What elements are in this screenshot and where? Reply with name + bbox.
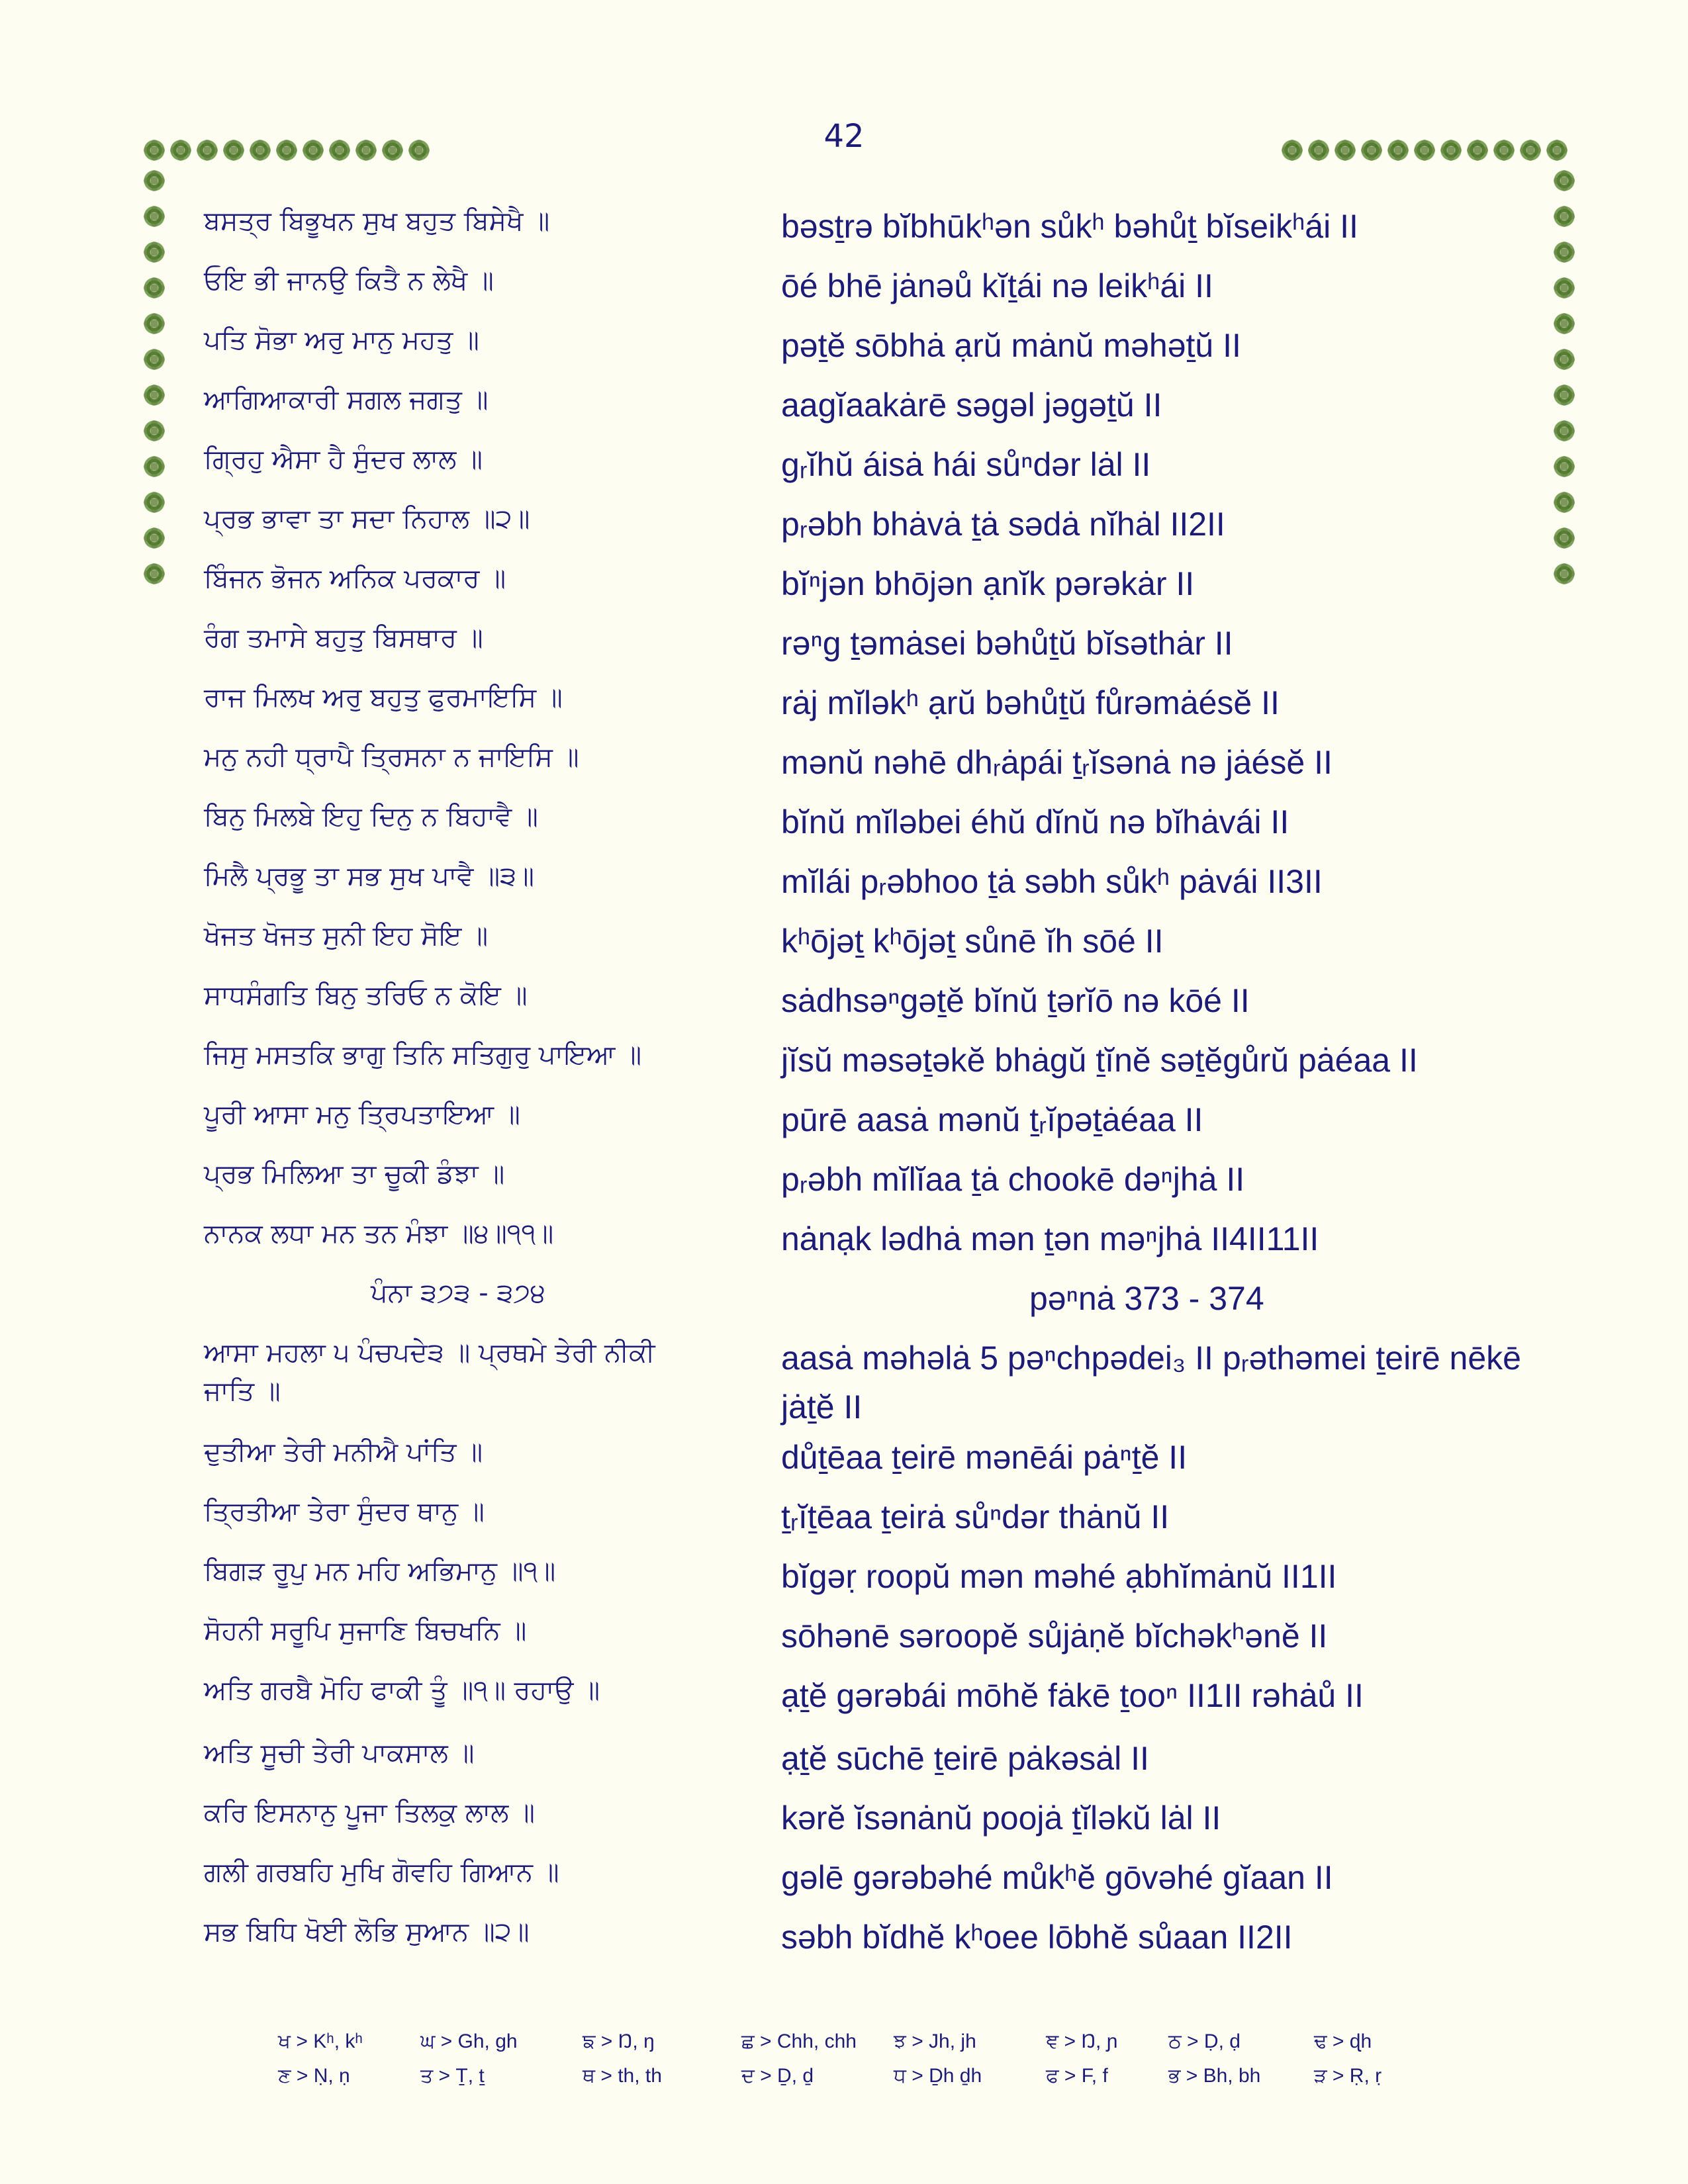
key-entry: ਥ > th, th	[583, 2065, 662, 2087]
flower-icon	[249, 139, 271, 161]
gurmukhi-text: ਆਗਿਆਕਾਰੀ ਸਗਲ ਜਗਤੁ ॥	[204, 385, 489, 415]
flower-icon	[275, 139, 298, 161]
flower-icon	[1553, 527, 1575, 549]
flower-icon	[1334, 139, 1356, 161]
key-entry: ਦ > Ḏ, ḏ	[741, 2065, 814, 2087]
flower-icon	[143, 348, 165, 371]
transliteration-text: ạṯĕ gərəbái mōhĕ fȧkē ṯooⁿ II1II rəhȧů II	[781, 1677, 1364, 1714]
top-right-flower-border	[1281, 139, 1568, 161]
gurmukhi-text: ਬਿੰਜਨ ਭੋਜਨ ਅਨਿਕ ਪਰਕਾਰ ॥	[204, 563, 506, 594]
transliteration-text: ạṯĕ sūchē ṯeirē pȧkəsȧl II	[781, 1740, 1149, 1777]
flower-icon	[1553, 205, 1575, 228]
transliteration-text: gəlē gərəbəhé můkʰĕ gōvəhé gĭaan II	[781, 1859, 1333, 1896]
transliteration-text: pūrē aasȧ mənŭ ṯᵣĭpəṯȧéaa II	[781, 1101, 1203, 1138]
gurmukhi-text: ਸੋਹਨੀ ਸਰੂਪਿ ਸੁਜਾਣਿ ਬਿਚਖਨਿ ॥	[204, 1615, 527, 1646]
flower-icon	[143, 277, 165, 299]
key-entry: ਛ > Chh, chh	[741, 2030, 857, 2052]
flower-icon	[1553, 277, 1575, 299]
key-entry: ਤ > Ṯ, ṯ	[420, 2065, 485, 2087]
flower-icon	[143, 169, 165, 192]
key-entry: ਖ > Kʰ, kʰ	[278, 2030, 363, 2052]
flower-icon	[143, 312, 165, 335]
transliteration-heading: pəⁿnȧ 373 - 374	[1029, 1280, 1264, 1317]
flower-icon	[1519, 139, 1542, 161]
key-entry: ਫ > F, f	[1046, 2065, 1108, 2087]
flower-icon	[1281, 139, 1303, 161]
flower-icon	[143, 527, 165, 549]
transliteration-text: rəⁿg ṯəmȧsei bəhůṯŭ bĭsəthȧr II	[781, 625, 1233, 662]
transliteration-text: pᵣəbh bhȧvȧ ṯȧ sədȧ nĭhȧl II2II	[781, 506, 1225, 543]
flower-icon	[222, 139, 245, 161]
transliteration-text: mənŭ nəhē dhᵣȧpái ṯᵣĭsənȧ nə jȧésĕ II	[781, 744, 1333, 781]
key-entry: ਘ > Gh, gh	[420, 2030, 518, 2052]
gurmukhi-text: ਆਸਾ ਮਹਲਾ ੫ ਪੰਚਪਦੇ੩ ॥ ਪ੍ਰਥਮੇ ਤੇਰੀ ਨੀਕੀ ਜਾਤਿ ॥	[204, 1338, 655, 1406]
flower-icon	[143, 420, 165, 442]
key-entry: ਭ > Bh, bh	[1168, 2065, 1261, 2087]
flower-icon	[1387, 139, 1409, 161]
flower-icon	[143, 205, 165, 228]
transliteration-text: bəsṯrə bĭbhūkʰən sůkʰ bəhůṯ bĭseikʰái II	[781, 208, 1358, 245]
gurmukhi-text: ਜਿਸੁ ਮਸਤਕਿ ਭਾਗੁ ਤਿਨਿ ਸਤਿਗੁਰੁ ਪਾਇਆ ॥	[204, 1040, 642, 1070]
transliteration-text: aasȧ məhəlȧ 5 pəⁿchpədei₃ II pᵣəthəmei ṯeirē nēkē jȧṯĕ II	[781, 1340, 1521, 1426]
flower-icon	[1553, 491, 1575, 514]
transliteration-text: mĭlái pᵣəbhoo ṯȧ səbh sůkʰ pȧvái II3II	[781, 863, 1323, 900]
key-entry: ਠ > Ḍ, ḍ	[1168, 2030, 1241, 2052]
transliteration-text: kʰōjəṯ kʰōjəṯ sůnē ĭh sōé II	[781, 923, 1164, 960]
transliteration-text: sȧdhsəⁿgəṯĕ bĭnŭ ṯərĭō nə kōé II	[781, 982, 1250, 1019]
flower-icon	[1546, 139, 1568, 161]
flower-icon	[169, 139, 192, 161]
gurmukhi-text: ਬਿਨੁ ਮਿਲਬੇ ਇਹੁ ਦਿਨੁ ਨ ਬਿਹਾਵੈ ॥	[204, 801, 538, 832]
transliteration-text: bĭgəṛ roopŭ mən məhé ạbhĭmȧnŭ II1II	[781, 1558, 1337, 1595]
gurmukhi-text: ਅਤਿ ਗਰਬੈ ਮੋਹਿ ਫਾਕੀ ਤੂੰ ॥੧॥ ਰਹਾਉ ॥	[204, 1675, 600, 1706]
flower-icon	[1553, 241, 1575, 263]
flower-icon	[302, 139, 324, 161]
gurmukhi-text: ਬਸਤ੍ਰ ਬਿਭੂਖਨ ਸੁਖ ਬਹੁਤ ਬਿਸੇਖੈ ॥	[204, 206, 550, 236]
key-entry: ਧ > Ḏh ḏh	[894, 2065, 982, 2087]
flower-icon	[1307, 139, 1330, 161]
gurmukhi-text: ਰੰਗ ਤਮਾਸੇ ਬਹੁਤੁ ਬਿਸਥਾਰ ॥	[204, 623, 483, 653]
transliteration-text: səbh bĭdhĕ kʰoee lōbhĕ sůaan II2II	[781, 1919, 1293, 1956]
transliteration-text: bĭⁿjən bhōjən ạnĭk pərəkȧr II	[781, 565, 1195, 602]
gurmukhi-text: ਨਾਨਕ ਲਧਾ ਮਨ ਤਨ ਮੰਝਾ ॥੪॥੧੧॥	[204, 1218, 554, 1249]
transliteration-text: gᵣĭhŭ áisȧ hái sůⁿdər lȧl II	[781, 446, 1151, 483]
transliteration-text: pəṯĕ sōbhȧ ạrŭ mȧnŭ məhəṯŭ II	[781, 327, 1241, 364]
transliteration-text: sōhənē səroopĕ sůjȧṇĕ bĭchəkʰənĕ II	[781, 1617, 1328, 1655]
transliteration-text: ṯᵣĭṯēaa ṯeirȧ sůⁿdər thȧnŭ II	[781, 1498, 1170, 1535]
key-entry: ਣ > Ṇ, ṇ	[278, 2065, 350, 2087]
flower-icon	[1466, 139, 1489, 161]
gurmukhi-text: ਰਾਜ ਮਿਲਖ ਅਰੁ ਬਹੁਤੁ ਫੁਰਮਾਇਸਿ ॥	[204, 682, 563, 713]
gurmukhi-text: ਗਲੀ ਗਰਬਹਿ ਮੁਖਿ ਗੋਵਹਿ ਗਿਆਨ ॥	[204, 1857, 559, 1888]
transliteration-text: nȧnạk lədhȧ mən ṯən məⁿjhȧ II4II11II	[781, 1220, 1319, 1257]
transliteration-text: ōé bhē jȧnəů kĭṯái nə leikʰái II	[781, 267, 1213, 304]
gurmukhi-text: ਪ੍ਰਭ ਭਾਵਾ ਤਾ ਸਦਾ ਨਿਹਾਲ ॥੨॥	[204, 504, 530, 534]
transliteration-text: kərĕ ĭsənȧnŭ poojȧ ṯĭləkŭ lȧl II	[781, 1799, 1221, 1837]
transliteration-text: bĭnŭ mĭləbei éhŭ dĭnŭ nə bĭhȧvái II	[781, 803, 1289, 841]
flower-icon	[381, 139, 404, 161]
flower-icon	[1553, 563, 1575, 585]
transliteration-text: jĭsŭ məsəṯəkĕ bhȧgŭ ṯĭnĕ səṯĕgůrŭ pȧéaa II	[781, 1042, 1418, 1079]
flower-icon	[1360, 139, 1383, 161]
gurmukhi-text: ਪ੍ਰਭ ਮਿਲਿਆ ਤਾ ਚੂਕੀ ਡੰਝਾ ॥	[204, 1159, 505, 1189]
flower-icon	[143, 241, 165, 263]
flower-icon	[1553, 384, 1575, 406]
gurmukhi-text: ਪੂਰੀ ਆਸਾ ਮਨੁ ਤ੍ਰਿਪਤਾਇਆ ॥	[204, 1099, 520, 1130]
gurmukhi-text: ਖੋਜਤ ਖੋਜਤ ਸੁਨੀ ਇਹ ਸੋਇ ॥	[204, 921, 489, 951]
gurmukhi-text: ਦੁਤੀਆ ਤੇਰੀ ਮਨੀਐ ਪਾਂਤਿ ॥	[204, 1437, 483, 1467]
gurmukhi-text: ਤ੍ਰਿਤੀਆ ਤੇਰਾ ਸੁੰਦਰ ਥਾਨੁ ॥	[204, 1496, 485, 1527]
flower-icon	[1440, 139, 1462, 161]
gurmukhi-text: ਅਤਿ ਸੂਚੀ ਤੇਰੀ ਪਾਕਸਾਲ ॥	[204, 1738, 475, 1768]
left-flower-border	[143, 169, 165, 585]
flower-icon	[196, 139, 218, 161]
flower-icon	[1553, 348, 1575, 371]
flower-icon	[143, 139, 165, 161]
transliteration-text: pᵣəbh mĭlĭaa ṯȧ chookē dəⁿjhȧ II	[781, 1161, 1245, 1198]
gurmukhi-text: ਸਭ ਬਿਧਿ ਖੋਈ ਲੋਭਿ ਸੁਆਨ ॥੨॥	[204, 1917, 530, 1947]
top-left-flower-border	[143, 139, 430, 161]
flower-icon	[1553, 455, 1575, 478]
flower-icon	[328, 139, 351, 161]
gurmukhi-text: ਪਤਿ ਸੋਭਾ ਅਰੁ ਮਾਨੁ ਮਹਤੁ ॥	[204, 325, 479, 355]
flower-icon	[355, 139, 377, 161]
flower-icon	[1413, 139, 1436, 161]
transliteration-text: důṯēaa ṯeirē mənēái pȧⁿṯĕ II	[781, 1439, 1188, 1476]
flower-icon	[1553, 420, 1575, 442]
key-entry: ਢ > ɖh	[1314, 2030, 1372, 2052]
flower-icon	[1493, 139, 1515, 161]
gurmukhi-text: ਗ੍ਰਿਹੁ ਐਸਾ ਹੈ ਸੁੰਦਰ ਲਾਲ ॥	[204, 444, 483, 475]
transliteration-text: aagĭaakȧrē səgəl jəgəṯŭ II	[781, 387, 1162, 424]
flower-icon	[408, 139, 430, 161]
flower-icon	[1553, 169, 1575, 192]
gurmukhi-text: ਸਾਧਸੰਗਤਿ ਬਿਨੁ ਤਰਿਓ ਨ ਕੋਇ ॥	[204, 980, 528, 1011]
key-entry: ੜ > Ṛ, ṛ	[1314, 2065, 1382, 2087]
key-entry: ਝ > Jh, jh	[894, 2030, 976, 2052]
gurmukhi-heading: ਪੰਨਾ ੩੭੩ - ੩੭੪	[371, 1278, 546, 1308]
flower-icon	[1553, 312, 1575, 335]
key-entry: ਙ > Ŋ, ŋ	[583, 2030, 655, 2052]
gurmukhi-text: ਕਰਿ ਇਸਨਾਨੁ ਪੂਜਾ ਤਿਲਕੁ ਲਾਲ ॥	[204, 1797, 536, 1828]
gurmukhi-text: ਮਿਲੈ ਪ੍ਰਭੂ ਤਾ ਸਭ ਸੁਖ ਪਾਵੈ ॥੩॥	[204, 861, 534, 891]
key-entry: ਞ > Ŋ, ɲ	[1046, 2030, 1118, 2052]
transliteration-text: rȧj mĭləkʰ ạrŭ bəhůṯŭ fůrəmȧésĕ II	[781, 684, 1280, 721]
flower-icon	[143, 384, 165, 406]
gurmukhi-text: ਓਇ ਭੀ ਜਾਨਉ ਕਿਤੈ ਨ ਲੇਖੈ ॥	[204, 265, 494, 296]
flower-icon	[143, 455, 165, 478]
right-flower-border	[1553, 169, 1575, 585]
flower-icon	[143, 563, 165, 585]
gurmukhi-text: ਮਨੁ ਨਹੀ ਧ੍ਰਾਪੈ ਤ੍ਰਿਸਨਾ ਨ ਜਾਇਸਿ ॥	[204, 742, 579, 772]
page-number: 42	[823, 118, 865, 155]
flower-icon	[143, 491, 165, 514]
gurmukhi-text: ਬਿਗੜ ਰੂਪੁ ਮਨ ਮਹਿ ਅਭਿਮਾਨੁ ॥੧॥	[204, 1556, 556, 1586]
